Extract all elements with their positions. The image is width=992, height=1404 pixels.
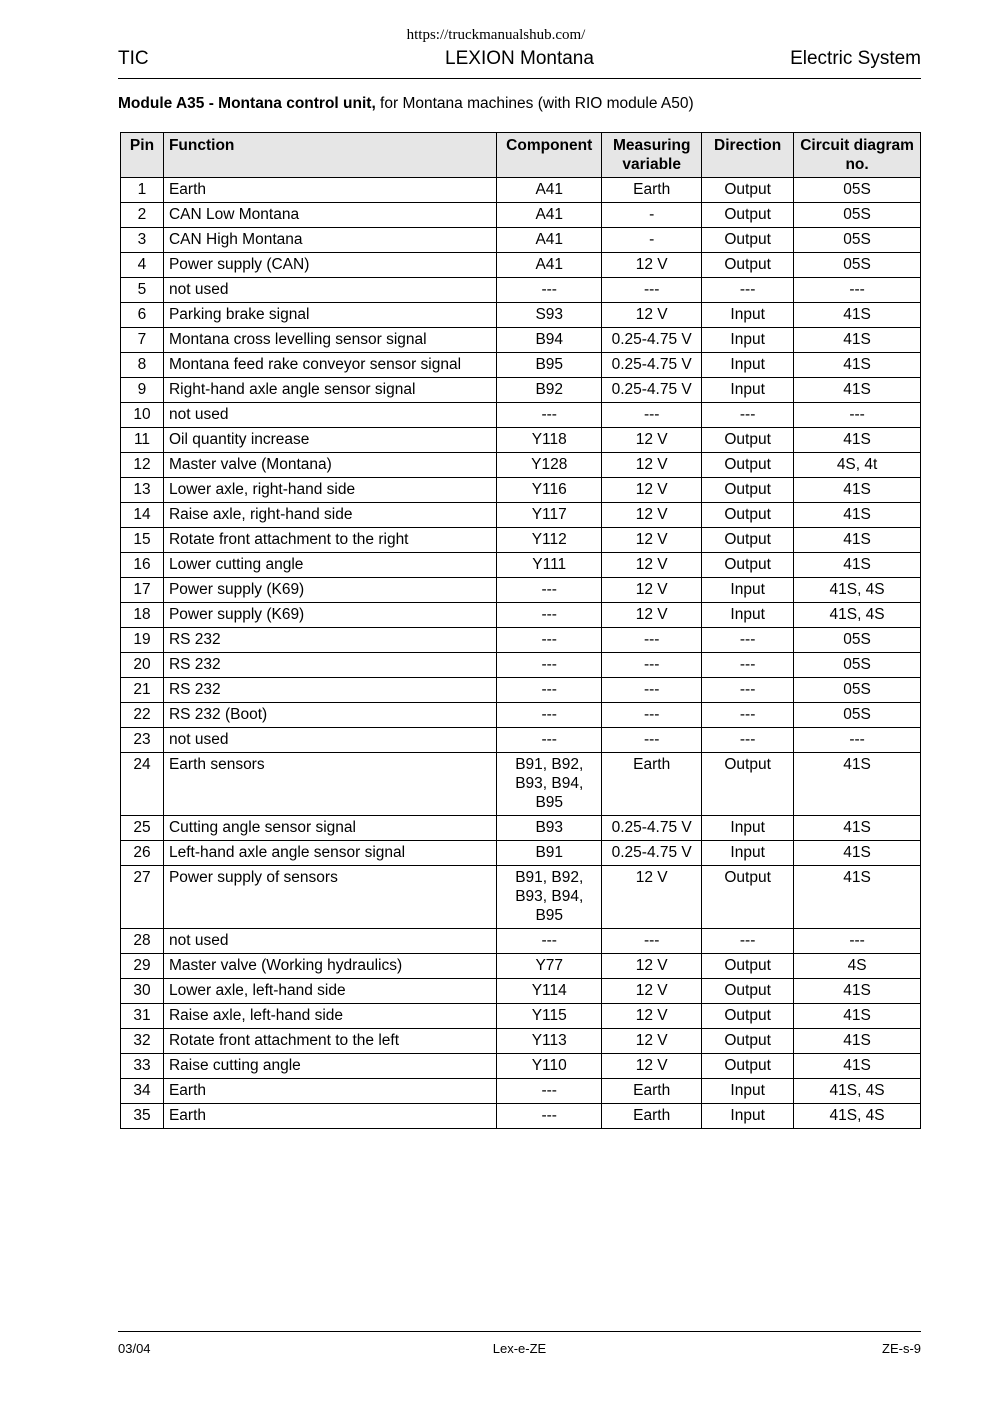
cell-pin: 26 bbox=[121, 841, 164, 866]
cell-measuring-variable: 12 V bbox=[602, 1029, 702, 1054]
table-row bbox=[121, 628, 921, 653]
cell-pin: 2 bbox=[121, 203, 164, 228]
cell-component: B91, B92, B93, B94, B95 bbox=[497, 753, 602, 816]
header-component: Component bbox=[497, 133, 602, 178]
cell-function: Raise axle, left-hand side bbox=[163, 1004, 496, 1029]
cell-direction: Input bbox=[702, 1104, 794, 1129]
table-row bbox=[121, 753, 921, 816]
cell-pin: 11 bbox=[121, 428, 164, 453]
cell-direction: Input bbox=[702, 303, 794, 328]
cell-function: Power supply (K69) bbox=[163, 603, 496, 628]
cell-measuring-variable: --- bbox=[602, 278, 702, 303]
table-row bbox=[121, 453, 921, 478]
cell-pin: 18 bbox=[121, 603, 164, 628]
cell-function: not used bbox=[163, 403, 496, 428]
cell-circuit-diagram: 41S bbox=[794, 841, 921, 866]
cell-direction: Output bbox=[702, 203, 794, 228]
cell-function: Right-hand axle angle sensor signal bbox=[163, 378, 496, 403]
cell-component: Y110 bbox=[497, 1054, 602, 1079]
cell-pin: 14 bbox=[121, 503, 164, 528]
cell-function: not used bbox=[163, 929, 496, 954]
table-row bbox=[121, 728, 921, 753]
cell-component: --- bbox=[497, 703, 602, 728]
cell-function: RS 232 bbox=[163, 678, 496, 703]
table-row bbox=[121, 678, 921, 703]
page-header bbox=[118, 48, 921, 72]
cell-direction: Output bbox=[702, 253, 794, 278]
cell-direction: Output bbox=[702, 178, 794, 203]
cell-circuit-diagram: 05S bbox=[794, 628, 921, 653]
cell-direction: Output bbox=[702, 1054, 794, 1079]
cell-direction: Input bbox=[702, 841, 794, 866]
cell-direction: Output bbox=[702, 478, 794, 503]
cell-direction: Input bbox=[702, 816, 794, 841]
header-right: Electric System bbox=[790, 48, 921, 69]
cell-circuit-diagram: 41S bbox=[794, 478, 921, 503]
cell-measuring-variable: 12 V bbox=[602, 1004, 702, 1029]
table-row bbox=[121, 428, 921, 453]
table-row bbox=[121, 403, 921, 428]
cell-measuring-variable: 0.25-4.75 V bbox=[602, 378, 702, 403]
cell-direction: --- bbox=[702, 678, 794, 703]
cell-circuit-diagram: 41S, 4S bbox=[794, 578, 921, 603]
cell-circuit-diagram: 41S bbox=[794, 866, 921, 929]
table-row bbox=[121, 816, 921, 841]
cell-measuring-variable: 0.25-4.75 V bbox=[602, 328, 702, 353]
table-row bbox=[121, 929, 921, 954]
cell-function: Earth bbox=[163, 1104, 496, 1129]
cell-circuit-diagram: 41S bbox=[794, 979, 921, 1004]
table-row bbox=[121, 1104, 921, 1129]
cell-direction: --- bbox=[702, 278, 794, 303]
cell-pin: 8 bbox=[121, 353, 164, 378]
cell-pin: 10 bbox=[121, 403, 164, 428]
cell-measuring-variable: 12 V bbox=[602, 428, 702, 453]
cell-measuring-variable: --- bbox=[602, 728, 702, 753]
pin-table bbox=[120, 132, 921, 1129]
cell-component: A41 bbox=[497, 253, 602, 278]
cell-circuit-diagram: 41S bbox=[794, 328, 921, 353]
cell-circuit-diagram: --- bbox=[794, 728, 921, 753]
table-row bbox=[121, 253, 921, 278]
cell-direction: Output bbox=[702, 979, 794, 1004]
table-row bbox=[121, 478, 921, 503]
cell-pin: 15 bbox=[121, 528, 164, 553]
cell-pin: 28 bbox=[121, 929, 164, 954]
cell-function: Oil quantity increase bbox=[163, 428, 496, 453]
cell-function: Lower cutting angle bbox=[163, 553, 496, 578]
cell-component: S93 bbox=[497, 303, 602, 328]
cell-pin: 35 bbox=[121, 1104, 164, 1129]
cell-measuring-variable: 12 V bbox=[602, 578, 702, 603]
cell-component: --- bbox=[497, 628, 602, 653]
cell-measuring-variable: 12 V bbox=[602, 503, 702, 528]
table-row bbox=[121, 653, 921, 678]
cell-component: B91, B92, B93, B94, B95 bbox=[497, 866, 602, 929]
cell-direction: Input bbox=[702, 353, 794, 378]
cell-pin: 16 bbox=[121, 553, 164, 578]
cell-function: RS 232 bbox=[163, 628, 496, 653]
table-row bbox=[121, 979, 921, 1004]
cell-function: Raise cutting angle bbox=[163, 1054, 496, 1079]
cell-function: Lower axle, left-hand side bbox=[163, 979, 496, 1004]
cell-pin: 5 bbox=[121, 278, 164, 303]
cell-component: --- bbox=[497, 603, 602, 628]
cell-direction: Input bbox=[702, 378, 794, 403]
cell-pin: 12 bbox=[121, 453, 164, 478]
cell-measuring-variable: 12 V bbox=[602, 453, 702, 478]
cell-circuit-diagram: 05S bbox=[794, 253, 921, 278]
table-body bbox=[121, 178, 921, 1129]
cell-pin: 29 bbox=[121, 954, 164, 979]
cell-pin: 7 bbox=[121, 328, 164, 353]
cell-component: Y77 bbox=[497, 954, 602, 979]
table-row bbox=[121, 1054, 921, 1079]
cell-function: Rotate front attachment to the left bbox=[163, 1029, 496, 1054]
cell-component: --- bbox=[497, 403, 602, 428]
cell-pin: 24 bbox=[121, 753, 164, 816]
cell-component: B94 bbox=[497, 328, 602, 353]
footer-divider bbox=[118, 1331, 921, 1332]
cell-circuit-diagram: 41S bbox=[794, 753, 921, 816]
cell-circuit-diagram: 41S bbox=[794, 378, 921, 403]
caption-bold: Module A35 - Montana control unit, bbox=[118, 95, 376, 112]
cell-pin: 30 bbox=[121, 979, 164, 1004]
cell-circuit-diagram: 41S, 4S bbox=[794, 603, 921, 628]
cell-function: Left-hand axle angle sensor signal bbox=[163, 841, 496, 866]
cell-component: A41 bbox=[497, 203, 602, 228]
cell-component: Y118 bbox=[497, 428, 602, 453]
cell-circuit-diagram: 05S bbox=[794, 178, 921, 203]
cell-circuit-diagram: 41S bbox=[794, 1004, 921, 1029]
cell-function: Power supply (CAN) bbox=[163, 253, 496, 278]
cell-function: Master valve (Working hydraulics) bbox=[163, 954, 496, 979]
cell-circuit-diagram: --- bbox=[794, 929, 921, 954]
table-row bbox=[121, 578, 921, 603]
cell-pin: 32 bbox=[121, 1029, 164, 1054]
table-row bbox=[121, 378, 921, 403]
cell-pin: 1 bbox=[121, 178, 164, 203]
table-row bbox=[121, 1079, 921, 1104]
cell-function: Montana cross levelling sensor signal bbox=[163, 328, 496, 353]
cell-circuit-diagram: 41S bbox=[794, 303, 921, 328]
cell-direction: Output bbox=[702, 428, 794, 453]
table-row bbox=[121, 228, 921, 253]
cell-measuring-variable: Earth bbox=[602, 178, 702, 203]
cell-component: --- bbox=[497, 578, 602, 603]
cell-measuring-variable: --- bbox=[602, 703, 702, 728]
table-row bbox=[121, 841, 921, 866]
cell-function: Montana feed rake conveyor sensor signal bbox=[163, 353, 496, 378]
cell-measuring-variable: --- bbox=[602, 403, 702, 428]
cell-component: --- bbox=[497, 929, 602, 954]
cell-circuit-diagram: 41S bbox=[794, 553, 921, 578]
cell-measuring-variable: 0.25-4.75 V bbox=[602, 816, 702, 841]
cell-measuring-variable: --- bbox=[602, 929, 702, 954]
cell-direction: Output bbox=[702, 503, 794, 528]
cell-function: Earth bbox=[163, 178, 496, 203]
cell-circuit-diagram: 41S bbox=[794, 816, 921, 841]
cell-circuit-diagram: 05S bbox=[794, 703, 921, 728]
cell-circuit-diagram: --- bbox=[794, 403, 921, 428]
cell-pin: 4 bbox=[121, 253, 164, 278]
cell-pin: 34 bbox=[121, 1079, 164, 1104]
cell-pin: 31 bbox=[121, 1004, 164, 1029]
cell-direction: Output bbox=[702, 866, 794, 929]
cell-circuit-diagram: 41S bbox=[794, 353, 921, 378]
cell-direction: Output bbox=[702, 228, 794, 253]
cell-function: Master valve (Montana) bbox=[163, 453, 496, 478]
cell-component: B95 bbox=[497, 353, 602, 378]
cell-circuit-diagram: 41S bbox=[794, 1054, 921, 1079]
table-header-row bbox=[121, 133, 921, 178]
cell-component: --- bbox=[497, 1104, 602, 1129]
cell-direction: --- bbox=[702, 628, 794, 653]
cell-component: Y113 bbox=[497, 1029, 602, 1054]
cell-function: not used bbox=[163, 728, 496, 753]
cell-measuring-variable: 12 V bbox=[602, 253, 702, 278]
header-direction: Direction bbox=[702, 133, 794, 178]
cell-pin: 22 bbox=[121, 703, 164, 728]
cell-circuit-diagram: --- bbox=[794, 278, 921, 303]
cell-function: Rotate front attachment to the right bbox=[163, 528, 496, 553]
cell-function: Earth sensors bbox=[163, 753, 496, 816]
table-row bbox=[121, 1004, 921, 1029]
cell-measuring-variable: - bbox=[602, 228, 702, 253]
header-center: LEXION Montana bbox=[445, 48, 594, 69]
cell-measuring-variable: --- bbox=[602, 628, 702, 653]
cell-direction: Input bbox=[702, 603, 794, 628]
cell-measuring-variable: 12 V bbox=[602, 553, 702, 578]
header-measuring-variable: Measuring variable bbox=[602, 133, 702, 178]
cell-component: Y128 bbox=[497, 453, 602, 478]
cell-circuit-diagram: 41S, 4S bbox=[794, 1104, 921, 1129]
cell-function: Power supply (K69) bbox=[163, 578, 496, 603]
cell-function: Earth bbox=[163, 1079, 496, 1104]
cell-measuring-variable: 12 V bbox=[602, 954, 702, 979]
cell-function: CAN Low Montana bbox=[163, 203, 496, 228]
cell-function: not used bbox=[163, 278, 496, 303]
cell-function: Cutting angle sensor signal bbox=[163, 816, 496, 841]
cell-component: Y114 bbox=[497, 979, 602, 1004]
header-function: Function bbox=[163, 133, 496, 178]
table-row bbox=[121, 328, 921, 353]
cell-component: Y112 bbox=[497, 528, 602, 553]
cell-component: --- bbox=[497, 728, 602, 753]
caption-rest: for Montana machines (with RIO module A50) bbox=[375, 95, 694, 112]
header-left: TIC bbox=[118, 48, 149, 69]
table-row bbox=[121, 866, 921, 929]
cell-measuring-variable: --- bbox=[602, 678, 702, 703]
cell-circuit-diagram: 41S bbox=[794, 1029, 921, 1054]
cell-pin: 19 bbox=[121, 628, 164, 653]
cell-measuring-variable: 12 V bbox=[602, 979, 702, 1004]
cell-pin: 25 bbox=[121, 816, 164, 841]
cell-direction: Output bbox=[702, 954, 794, 979]
table-row bbox=[121, 178, 921, 203]
table-row bbox=[121, 503, 921, 528]
cell-component: A41 bbox=[497, 178, 602, 203]
cell-direction: --- bbox=[702, 703, 794, 728]
cell-function: RS 232 (Boot) bbox=[163, 703, 496, 728]
cell-measuring-variable: Earth bbox=[602, 753, 702, 816]
page-footer bbox=[118, 1341, 921, 1357]
cell-function: Raise axle, right-hand side bbox=[163, 503, 496, 528]
cell-direction: --- bbox=[702, 929, 794, 954]
cell-pin: 6 bbox=[121, 303, 164, 328]
cell-circuit-diagram: 05S bbox=[794, 653, 921, 678]
cell-direction: Output bbox=[702, 1029, 794, 1054]
table-row bbox=[121, 203, 921, 228]
cell-function: Lower axle, right-hand side bbox=[163, 478, 496, 503]
cell-component: B93 bbox=[497, 816, 602, 841]
cell-pin: 33 bbox=[121, 1054, 164, 1079]
cell-measuring-variable: 12 V bbox=[602, 478, 702, 503]
cell-pin: 13 bbox=[121, 478, 164, 503]
footer-center: Lex-e-ZE bbox=[492, 1341, 547, 1356]
cell-direction: Output bbox=[702, 553, 794, 578]
cell-direction: Input bbox=[702, 1079, 794, 1104]
cell-circuit-diagram: 4S, 4t bbox=[794, 453, 921, 478]
table-row bbox=[121, 553, 921, 578]
cell-circuit-diagram: 05S bbox=[794, 228, 921, 253]
cell-direction: Input bbox=[702, 578, 794, 603]
cell-circuit-diagram: 4S bbox=[794, 954, 921, 979]
cell-circuit-diagram: 05S bbox=[794, 678, 921, 703]
cell-component: A41 bbox=[497, 228, 602, 253]
cell-direction: Output bbox=[702, 1004, 794, 1029]
table-row bbox=[121, 528, 921, 553]
watermark-url: https://truckmanualshub.com/ bbox=[406, 27, 586, 43]
cell-function: Power supply of sensors bbox=[163, 866, 496, 929]
table-row bbox=[121, 703, 921, 728]
table-row bbox=[121, 603, 921, 628]
header-divider bbox=[118, 78, 921, 79]
cell-component: --- bbox=[497, 653, 602, 678]
cell-measuring-variable: 12 V bbox=[602, 1054, 702, 1079]
cell-component: Y111 bbox=[497, 553, 602, 578]
cell-component: --- bbox=[497, 278, 602, 303]
header-pin: Pin bbox=[121, 133, 164, 178]
cell-measuring-variable: --- bbox=[602, 653, 702, 678]
cell-pin: 20 bbox=[121, 653, 164, 678]
cell-pin: 9 bbox=[121, 378, 164, 403]
cell-pin: 17 bbox=[121, 578, 164, 603]
cell-circuit-diagram: 05S bbox=[794, 203, 921, 228]
cell-component: --- bbox=[497, 1079, 602, 1104]
cell-direction: --- bbox=[702, 728, 794, 753]
cell-pin: 21 bbox=[121, 678, 164, 703]
cell-measuring-variable: 12 V bbox=[602, 603, 702, 628]
cell-function: RS 232 bbox=[163, 653, 496, 678]
cell-measuring-variable: 0.25-4.75 V bbox=[602, 353, 702, 378]
cell-measuring-variable: 12 V bbox=[602, 303, 702, 328]
cell-pin: 3 bbox=[121, 228, 164, 253]
cell-component: --- bbox=[497, 678, 602, 703]
table-row bbox=[121, 278, 921, 303]
cell-measuring-variable: 12 V bbox=[602, 528, 702, 553]
cell-circuit-diagram: 41S bbox=[794, 428, 921, 453]
cell-direction: --- bbox=[702, 403, 794, 428]
cell-component: Y116 bbox=[497, 478, 602, 503]
cell-direction: Output bbox=[702, 753, 794, 816]
cell-pin: 23 bbox=[121, 728, 164, 753]
table-row bbox=[121, 353, 921, 378]
cell-function: CAN High Montana bbox=[163, 228, 496, 253]
cell-pin: 27 bbox=[121, 866, 164, 929]
table-row bbox=[121, 954, 921, 979]
footer-left: 03/04 bbox=[118, 1341, 151, 1356]
cell-direction: --- bbox=[702, 653, 794, 678]
cell-measuring-variable: Earth bbox=[602, 1104, 702, 1129]
cell-circuit-diagram: 41S bbox=[794, 528, 921, 553]
header-circuit-diagram: Circuit diagram no. bbox=[794, 133, 921, 178]
cell-measuring-variable: - bbox=[602, 203, 702, 228]
cell-direction: Output bbox=[702, 453, 794, 478]
table-row bbox=[121, 1029, 921, 1054]
table-row bbox=[121, 303, 921, 328]
cell-measuring-variable: Earth bbox=[602, 1079, 702, 1104]
footer-right: ZE-s-9 bbox=[882, 1341, 921, 1356]
cell-measuring-variable: 12 V bbox=[602, 866, 702, 929]
cell-component: B91 bbox=[497, 841, 602, 866]
cell-component: Y117 bbox=[497, 503, 602, 528]
cell-circuit-diagram: 41S, 4S bbox=[794, 1079, 921, 1104]
cell-function: Parking brake signal bbox=[163, 303, 496, 328]
cell-circuit-diagram: 41S bbox=[794, 503, 921, 528]
cell-component: Y115 bbox=[497, 1004, 602, 1029]
cell-measuring-variable: 0.25-4.75 V bbox=[602, 841, 702, 866]
table-caption bbox=[118, 95, 694, 113]
cell-direction: Input bbox=[702, 328, 794, 353]
cell-component: B92 bbox=[497, 378, 602, 403]
cell-direction: Output bbox=[702, 528, 794, 553]
